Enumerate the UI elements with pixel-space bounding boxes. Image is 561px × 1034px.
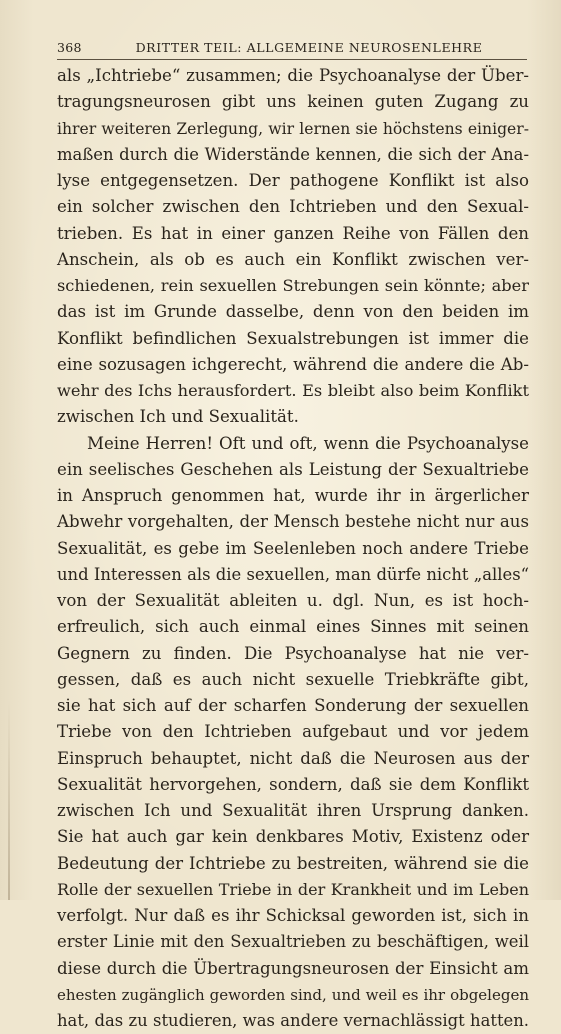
text-line: Einspruch behauptet, nicht daß die Neurosen aus der	[57, 748, 529, 768]
text-line: ein solcher zwischen den Ichtrieben und den Sexual-	[57, 197, 529, 217]
text-line: erster Linie mit den Sexualtrieben zu beschäftigen, weil	[57, 932, 529, 952]
text-line: Bedeutung der Ichtriebe zu bestreiten, während sie die	[57, 853, 529, 873]
text-line: Rolle der sexuellen Triebe in der Krankheit und im Leben	[57, 879, 529, 899]
text-line: erfreulich, sich auch einmal eines Sinnes mit seinen	[57, 617, 529, 637]
text-line: tragungsneurosen gibt uns keinen guten Zugang zu	[57, 92, 529, 112]
header-rule	[57, 59, 527, 60]
text-line: schiedenen, rein sexuellen Strebungen sein könnte; aber	[57, 276, 529, 295]
text-line: gessen, daß es auch nicht sexuelle Triebkräfte gibt,	[57, 669, 529, 689]
page-edge-shadow	[8, 700, 10, 900]
body-text	[57, 63, 529, 1034]
text-line: Konflikt befindlichen Sexualstrebungen ist immer die	[57, 328, 529, 348]
text-line: und Interessen als die sexuellen, man dürfe nicht „alles“	[57, 564, 529, 584]
text-line: Sexualität hervorgehen, sondern, daß sie dem Konflikt	[57, 774, 529, 794]
text-line: Abwehr vorgehalten, der Mensch bestehe nicht nur aus	[57, 512, 529, 532]
text-line: verfolgt. Nur daß es ihr Schicksal geworden ist, sich in	[57, 906, 529, 925]
page-header	[57, 40, 527, 58]
text-line: hat, das zu studieren, was andere vernachlässigt hatten.	[57, 1011, 529, 1030]
text-line: sie hat sich auf der scharfen Sonderung der sexuellen	[57, 696, 529, 715]
text-line: lyse entgegensetzen. Der pathogene Konflikt ist also	[57, 171, 529, 190]
text-line: trieben. Es hat in einer ganzen Reihe von Fällen den	[57, 223, 529, 243]
running-head: DRITTER TEIL: ALLGEMEINE NEUROSENLEHRE	[135, 40, 483, 55]
text-line: Anschein, als ob es auch ein Konflikt zwischen ver-	[57, 249, 529, 269]
text-line: diese durch die Übertragungsneurosen der Einsicht am	[57, 958, 529, 978]
text-line: Sie hat auch gar kein denkbares Motiv, Existenz oder	[57, 827, 529, 847]
text-line: wehr des Ichs herausfordert. Es bleibt also beim Konflikt	[57, 381, 529, 400]
text-line: eine sozusagen ichgerecht, während die andere die Ab-	[57, 354, 529, 374]
text-line: von der Sexualität ableiten u. dgl. Nun, es ist hoch-	[57, 591, 529, 610]
text-line: Triebe von den Ichtrieben aufgebaut und vor jedem	[57, 722, 529, 742]
text-line: ihrer weiteren Zerlegung, wir lernen sie höchstens einiger-	[57, 119, 529, 138]
text-line: ehesten zugänglich geworden sind, und weil es ihr obgelegen	[57, 985, 529, 1004]
text-line: das ist im Grunde dasselbe, denn von den beiden im	[57, 302, 529, 322]
text-line: Sexualität, es gebe im Seelenleben noch andere Triebe	[57, 538, 529, 558]
paragraph-start-line: Meine Herren! Oft und oft, wenn die Psychoanalyse	[87, 433, 529, 453]
text-line: in Anspruch genommen hat, wurde ihr in ärgerlicher	[57, 486, 529, 505]
page-number: 368	[57, 40, 82, 55]
text-line: maßen durch die Widerstände kennen, die sich der Ana-	[57, 144, 529, 164]
text-line: ein seelisches Geschehen als Leistung der Sexualtriebe	[57, 459, 529, 479]
paragraph-end-line: zwischen Ich und Sexualität.	[57, 407, 299, 427]
text-line: Gegnern zu finden. Die Psychoanalyse hat nie ver-	[57, 643, 529, 663]
text-line: als „Ichtriebe“ zusammen; die Psychoanalyse der Über-	[57, 66, 529, 85]
text-line: zwischen Ich und Sexualität ihren Ursprung danken.	[57, 801, 529, 820]
